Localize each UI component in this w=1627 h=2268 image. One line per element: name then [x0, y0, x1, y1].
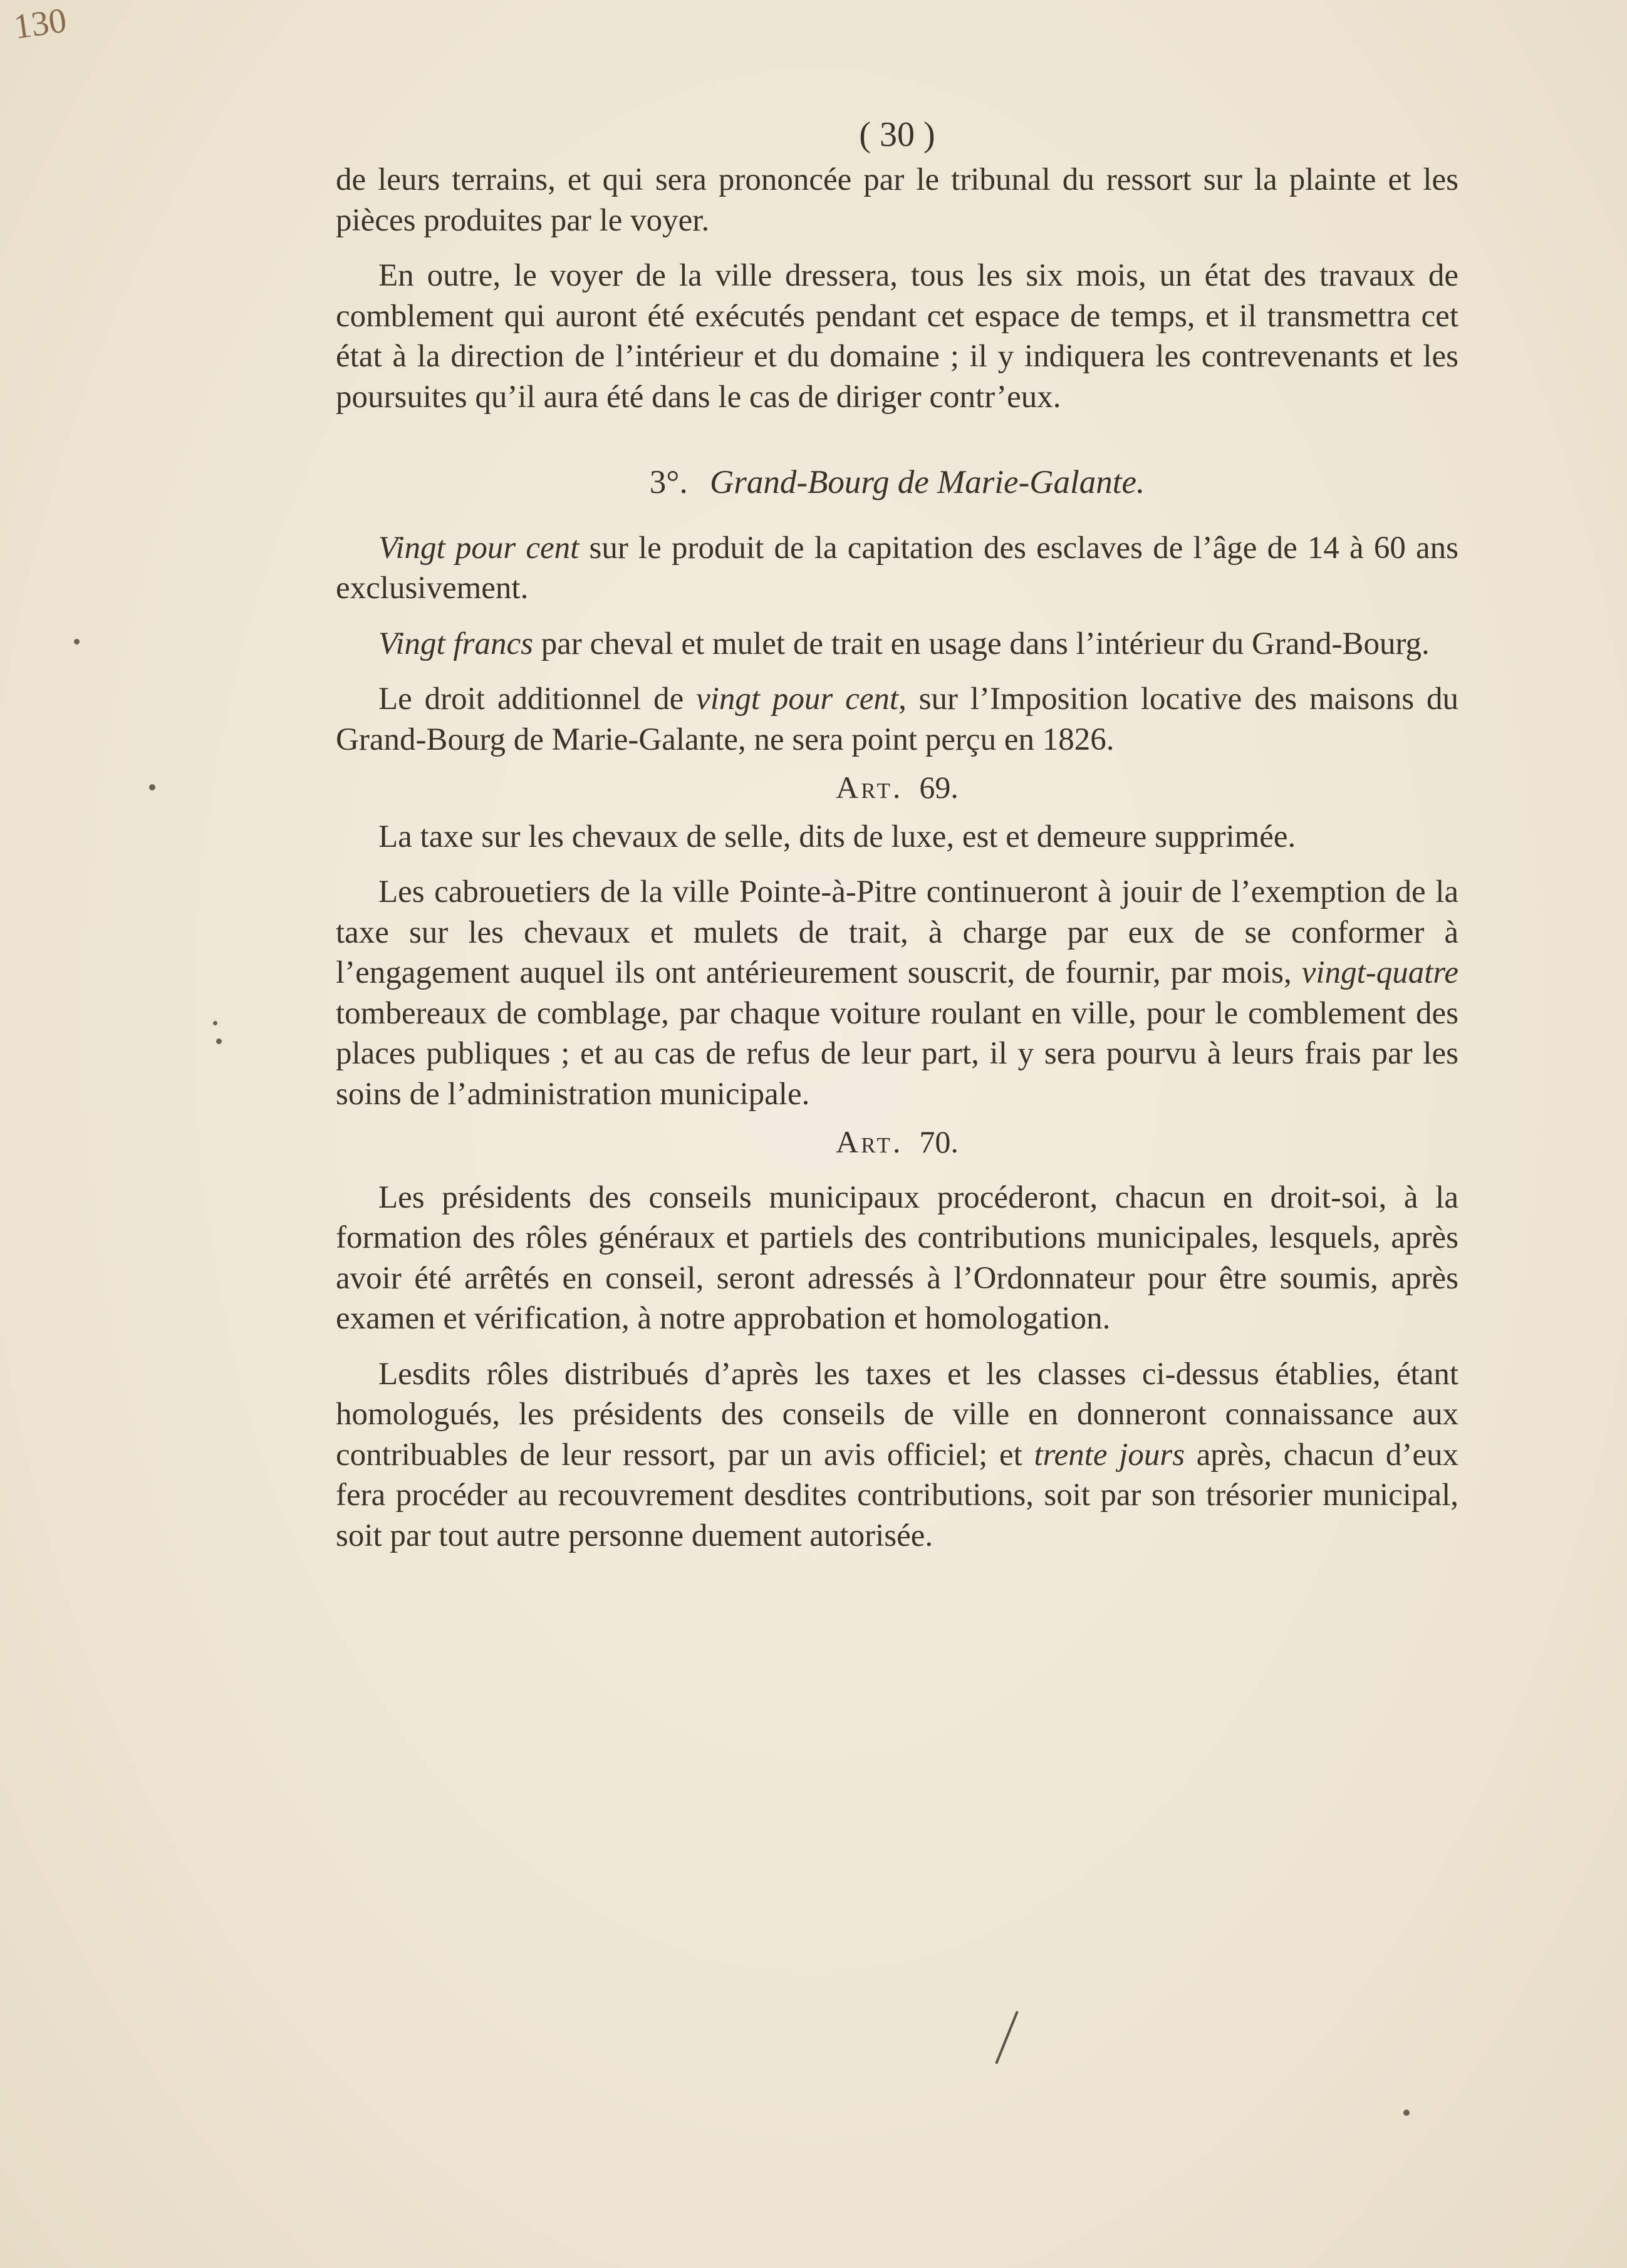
paragraph: La taxe sur les chevaux de selle, dits de luxe, est et demeure supprimée.	[378, 819, 1296, 854]
paragraph-text: tombereaux de comblage, par chaque voiture roulant en ville, pour le comblement des places publiques ; et au cas de refus de leur part, il y sera pourvu à leurs frais par les soins de l’administration municipale.	[336, 995, 1458, 1112]
paragraph	[336, 624, 1458, 665]
paragraph-text: sur le produit de la capitation des esclaves de l’âge de 14 à 60 ans exclusivement.	[336, 530, 1458, 606]
article-heading-69	[336, 767, 1458, 808]
section-title: Grand-Bourg de Marie-Galante.	[709, 464, 1145, 500]
paragraph-text: Le droit additionnel de	[378, 681, 697, 717]
emphasis: vingt pour cent	[696, 681, 899, 717]
paragraph-text: Lesdits rôles distribués d’après les taxes et les classes ci-dessus établies, étant homologués, les présidents des conseils de ville en donneront connaissance aux contribuables de leur ressort, par un avis officiel; et	[336, 1356, 1458, 1473]
ink-speck	[216, 1038, 222, 1044]
article-number: 70.	[919, 1124, 959, 1159]
emphasis: Vingt pour cent	[378, 530, 580, 566]
emphasis: Vingt francs	[378, 626, 533, 661]
ink-speck	[213, 1021, 217, 1025]
section-heading	[336, 462, 1458, 503]
page-text-block	[336, 110, 1458, 1556]
section-number: 3°.	[649, 464, 688, 500]
paragraph	[336, 872, 1458, 1114]
pen-stroke-mark	[995, 2011, 1018, 2064]
paragraph-text: après, chacun d’eux fera procéder au recouvrement desdites contributions, soit par son trésorier municipal, soit par tout autre personne duement autorisée.	[336, 1437, 1458, 1553]
article-number: 69.	[919, 770, 959, 805]
paragraph-text: , sur l’Imposition locative des maisons du Grand-Bourg de Marie-Galante, ne sera point perçu en 1826.	[336, 681, 1458, 757]
ink-speck	[149, 784, 155, 790]
emphasis: vingt-quatre	[1301, 955, 1458, 990]
article-heading-70	[336, 1122, 1458, 1162]
paragraph	[336, 528, 1458, 609]
paragraph-text: par cheval et mulet de trait en usage dans l’intérieur du Grand-Bourg.	[533, 626, 1430, 661]
paragraph: Les présidents des conseils municipaux procéderont, chacun en droit-soi, à la formation des rôles généraux et partiels des contributions municipales, lesquels, après avoir été arrêtés en conseil, seront adressés à l’Ordonnateur pour être soumis, après examen et vérification, à notre approbation et homologation.	[336, 1179, 1458, 1336]
paragraph: de leurs terrains, et qui sera prononcée par le tribunal du ressort sur la plainte et les pièces produites par le voyer.	[336, 162, 1458, 238]
page-number: ( 30 )	[859, 115, 935, 154]
article-label: Art.	[836, 770, 903, 805]
emphasis: trente jours	[1034, 1437, 1185, 1473]
ink-speck	[1403, 2110, 1410, 2116]
paragraph	[336, 1354, 1458, 1556]
article-label: Art.	[836, 1124, 903, 1159]
paragraph-text: Les cabrouetiers de la ville Pointe-à-Pitre continueront à jouir de l’exemption de la taxe sur les chevaux et mulets de trait, à charge par eux de se conformer à l’engagement auquel ils ont antérieurement souscrit, de fournir, par mois,	[336, 874, 1458, 990]
handwritten-folio-number: 130	[11, 1, 69, 47]
paragraph: En outre, le voyer de la ville dressera, tous les six mois, un état des travaux de comblement qui auront été exécutés pendant cet espace de temps, et il transmettra cet état à la direction de l’intérieur et du domaine ; il y indiquera les contrevenants et les poursuites qu’il aura été dans le cas de diriger contr’eux.	[336, 258, 1458, 415]
paragraph	[336, 679, 1458, 760]
ink-speck	[74, 639, 80, 645]
